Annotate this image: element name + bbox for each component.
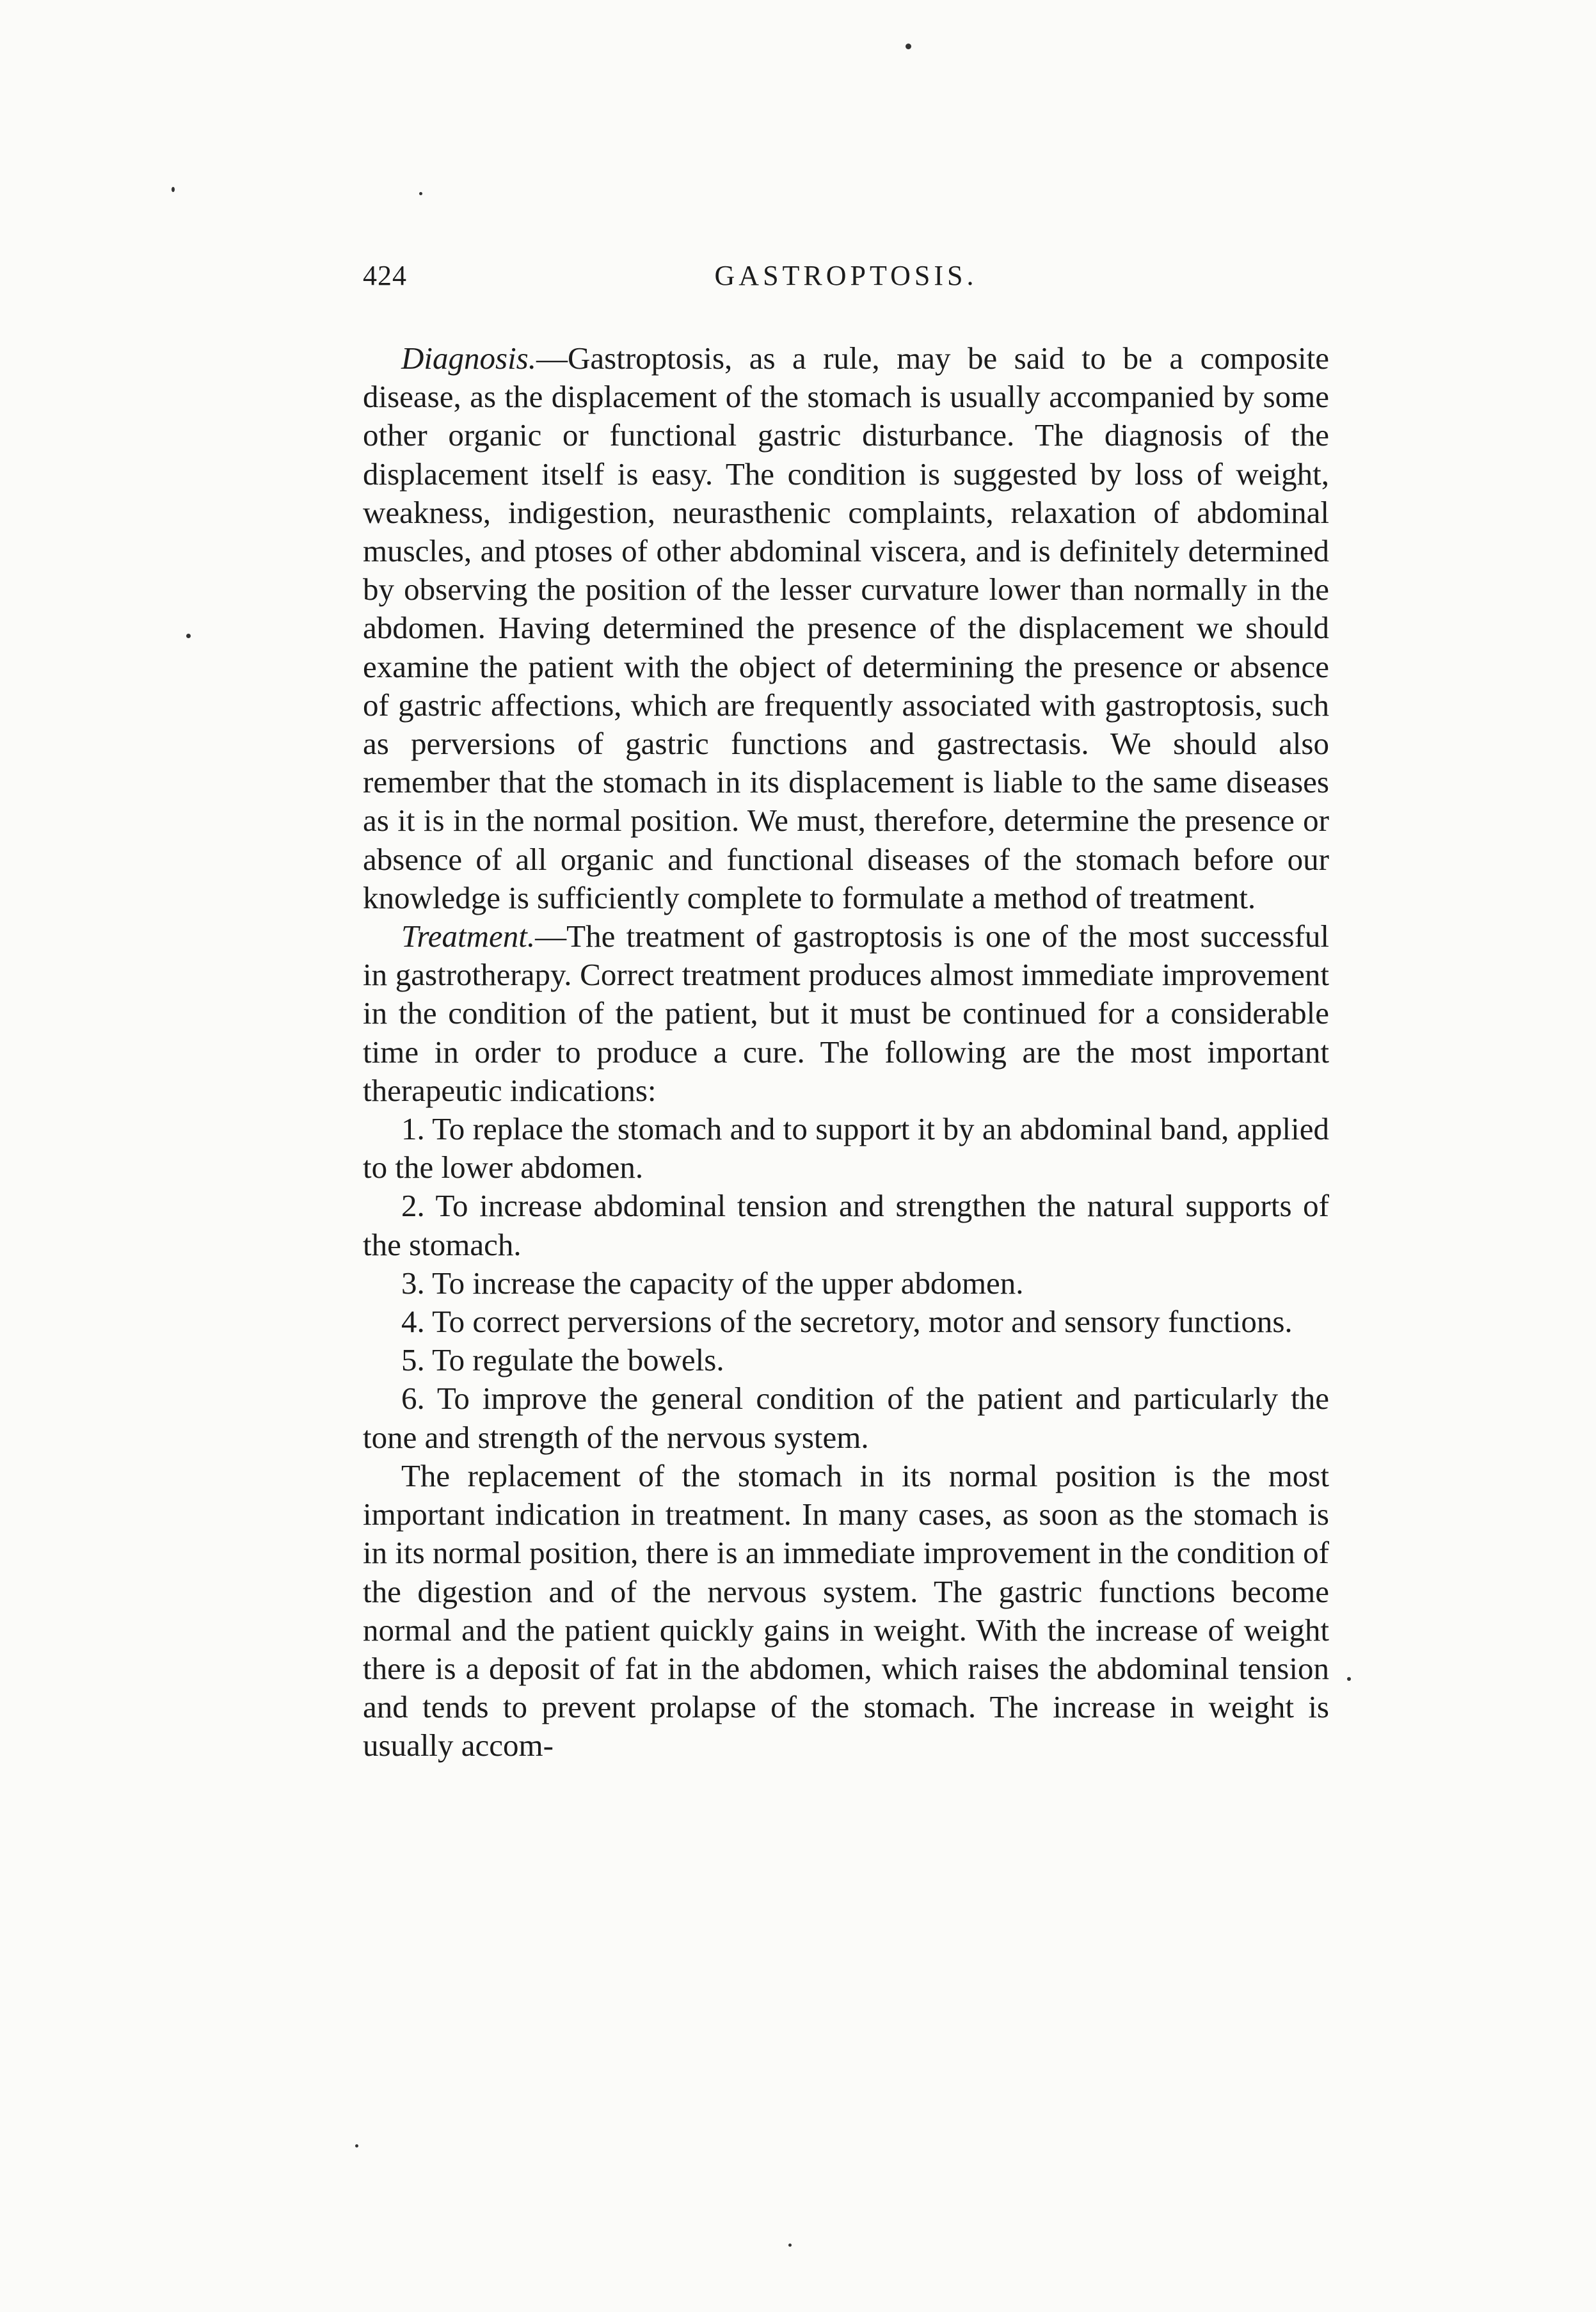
scan-speck: [906, 44, 911, 49]
scan-speck: [355, 2144, 358, 2147]
indication-item-3: 3. To increase the capacity of the upper abdomen.: [401, 1265, 1024, 1301]
scan-speck: [186, 634, 191, 638]
diagnosis-paragraph: [363, 339, 1329, 917]
page-header: [363, 259, 1329, 304]
indication-item-1: 1. To replace the stomach and to support it by an abdominal band, applied to the lower abdomen.: [363, 1111, 1329, 1185]
page-body: [363, 339, 1329, 1765]
indication-item-5: 5. To regulate the bowels.: [401, 1342, 724, 1378]
treatment-paragraph: [363, 917, 1329, 1110]
scan-speck: [172, 187, 175, 192]
diagnosis-text: —Gastroptosis, as a rule, may be said to be a composite disease, as the displacement of the stomach is usually accompanied by some other organic or functional gastric disturbance. The diagnosis of the displacement itself is easy. The condition is suggested by loss of weight, weakness, indigestion, neurasthenic complaints, relaxation of abdominal muscles, and ptoses of other abdominal viscera, and is definitely determined by observing the position of the lesser curvature lower than normally in the abdomen. Having determined the presence of the displacement we should examine the patient with the object of determining the presence or absence of gastric affections, which are frequently associated with gastroptosis, such as perversions of gastric functions and gastrectasis. We should also remember that the stomach in its displacement is liable to the same diseases as it is in the normal position. We must, therefore, determine the presence or absence of all organic and functional diseases of the stomach before our knowledge is sufficiently complete to formulate a method of treatment.: [363, 341, 1329, 915]
scan-speck: [788, 2244, 792, 2247]
page-number: 424: [363, 260, 407, 291]
scan-speck: [419, 192, 422, 195]
treatment-heading: Treatment.: [401, 919, 536, 954]
running-head: GASTROPTOSIS.: [714, 260, 978, 291]
closing-paragraph: The replacement of the stomach in its normal position is the most important indication in treatment. In many cases, as soon as the stomach is in its normal position, there is an immediate improvement in the condition of the digestion and of the nervous system. The gastric functions become normal and the patient quickly gains in weight. With the increase of weight there is a deposit of fat in the abdomen, which raises the abdominal tension and tends to prevent prolapse of the stomach. The increase in weight is usually accom-: [363, 1457, 1329, 1763]
indication-item-6: 6. To improve the general condition of the patient and particularly the tone and strength of the nervous system.: [363, 1381, 1329, 1455]
diagnosis-heading: Diagnosis.: [401, 341, 537, 376]
scan-speck: [1347, 1677, 1351, 1681]
treatment-text: —The treatment of gastroptosis is one of the most successful in gastrotherapy. Correct treatment produces almost immediate improvement in the condition of the patient, but it must be continued for a considerable time in order to produce a cure. The following are the most important therapeutic indications:: [363, 919, 1329, 1108]
indication-item-4: 4. To correct perversions of the secretory, motor and sensory functions.: [401, 1304, 1293, 1340]
indication-item-2: 2. To increase abdominal tension and strengthen the natural supports of the stomach.: [363, 1188, 1329, 1262]
